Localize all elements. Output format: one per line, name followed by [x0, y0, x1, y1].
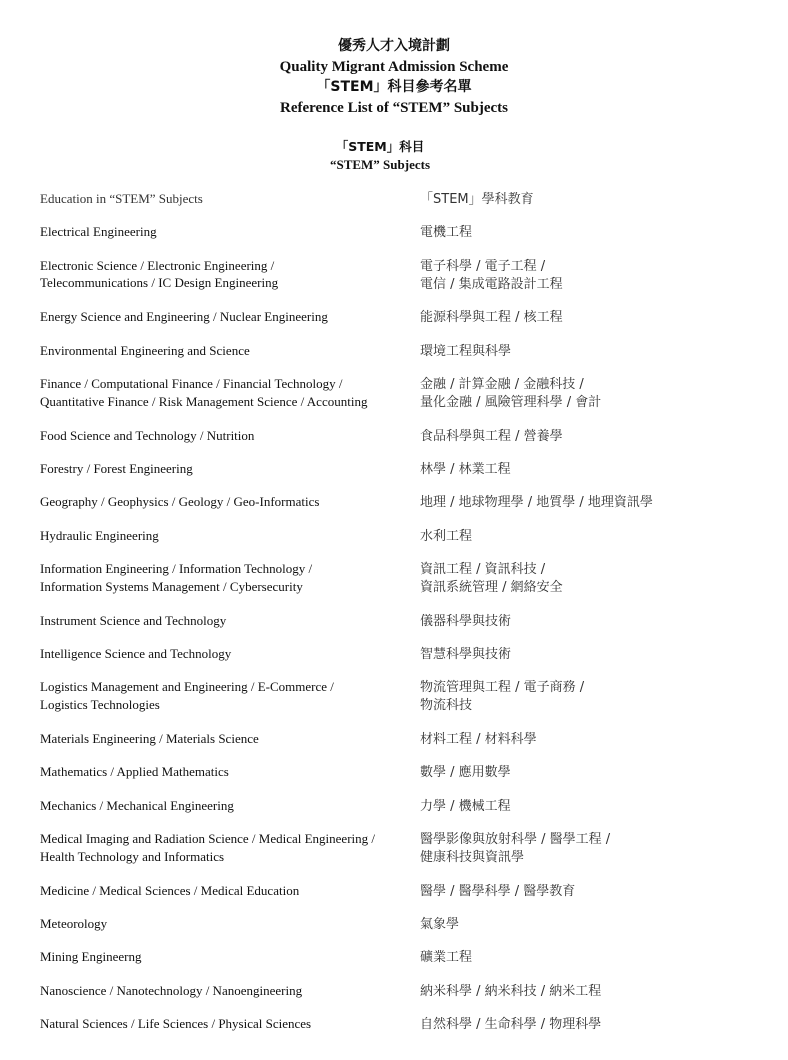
subject-name-zh — [420, 561, 780, 597]
subject-row — [40, 308, 780, 341]
document-header — [0, 36, 788, 118]
subject-line-en: Quantitative Finance / Risk Management Science / Accounting — [40, 393, 368, 409]
subject-row — [40, 645, 780, 678]
subject-name-zh — [420, 376, 780, 412]
subject-name-zh — [420, 528, 780, 546]
subtitle-en: Reference List of “STEM” Subjects — [279, 99, 509, 116]
subject-line-en: Electronic Science / Electronic Engineering / — [40, 257, 275, 273]
subject-line-en: Meteorology — [40, 915, 108, 931]
subject-name-zh — [420, 224, 780, 242]
subject-line-zh: 資訊系統管理 / 網絡安全 — [420, 580, 563, 596]
subject-name-zh — [420, 646, 780, 664]
subject-row — [40, 1015, 780, 1048]
subject-name-zh — [420, 916, 780, 934]
subject-row — [40, 678, 780, 730]
subject-row — [40, 948, 780, 981]
subject-line-en: Mechanics / Mechanical Engineering — [40, 797, 234, 813]
subject-line-en: Food Science and Technology / Nutrition — [40, 427, 255, 443]
subject-name-zh — [420, 798, 780, 816]
subject-name-en — [40, 560, 420, 595]
subject-name-en — [40, 342, 420, 360]
subject-line-en: Materials Engineering / Materials Science — [40, 730, 259, 746]
subject-name-en — [40, 915, 420, 933]
subject-row — [40, 375, 780, 427]
subject-name-en — [40, 645, 420, 663]
subject-name-zh — [420, 764, 780, 782]
subject-line-en: Geography / Geophysics / Geology / Geo-Informatics — [40, 494, 320, 510]
subject-name-zh — [420, 1016, 780, 1034]
subject-name-zh — [420, 883, 780, 901]
subject-line-en: Forestry / Forest Engineering — [40, 460, 193, 476]
subject-list — [40, 190, 780, 1049]
title-en: Quality Migrant Admission Scheme — [279, 58, 509, 75]
subject-line-zh: 物流管理與工程 / 電子商務 / — [420, 680, 585, 696]
subject-row — [40, 493, 780, 526]
subject-name-zh — [420, 191, 780, 209]
subject-line-en: Telecommunications / IC Design Engineering — [40, 275, 279, 291]
subject-name-en — [40, 460, 420, 478]
subject-line-en: Mathematics / Applied Mathematics — [40, 764, 229, 780]
subject-line-zh: 自然科學 / 生命科學 / 物理科學 — [420, 1017, 602, 1033]
subject-line-en: Nanoscience / Nanotechnology / Nanoengineering — [40, 982, 303, 998]
subject-name-zh — [420, 731, 780, 749]
subject-row — [40, 257, 780, 309]
subject-name-en — [40, 257, 420, 292]
subject-row — [40, 190, 780, 223]
subject-line-en: Logistics Management and Engineering / E-Commerce / — [40, 679, 334, 695]
subject-row — [40, 612, 780, 645]
subject-line-en: Environmental Engineering and Science — [40, 342, 250, 358]
subject-line-en: Medicine / Medical Sciences / Medical Education — [40, 882, 300, 898]
subject-line-en: Natural Sciences / Life Sciences / Physical Sciences — [40, 1016, 312, 1032]
subject-name-zh — [420, 428, 780, 446]
subject-line-en: Energy Science and Engineering / Nuclear Engineering — [40, 309, 328, 325]
subject-name-en — [40, 308, 420, 326]
subject-line-zh: 儀器科學與技術 — [420, 613, 512, 629]
subject-row — [40, 730, 780, 763]
subject-row — [40, 830, 780, 882]
subject-row — [40, 915, 780, 948]
subject-name-en — [40, 527, 420, 545]
subject-row — [40, 560, 780, 612]
subject-line-zh: 水利工程 — [420, 528, 473, 544]
subject-line-en: Logistics Technologies — [40, 696, 160, 712]
subject-name-en — [40, 763, 420, 781]
subject-name-en — [40, 948, 420, 966]
subject-name-zh — [420, 831, 780, 867]
subject-name-en — [40, 797, 420, 815]
subject-line-zh: 電機工程 — [420, 225, 473, 241]
subject-name-en — [40, 882, 420, 900]
subject-name-en — [40, 678, 420, 713]
subject-line-en: Medical Imaging and Radiation Science / Medical Engineering / — [40, 831, 376, 847]
subject-name-zh — [420, 679, 780, 715]
subject-line-zh: 材料工程 / 材料科學 — [420, 731, 537, 747]
subject-line-zh: 林學 / 林業工程 — [420, 461, 511, 477]
subject-line-en: Health Technology and Informatics — [40, 848, 225, 864]
subject-name-en — [40, 493, 420, 511]
subject-line-zh: 醫學影像與放射科學 / 醫學工程 / — [420, 832, 611, 848]
subject-line-zh: 量化金融 / 風險管理科學 / 會計 — [420, 395, 602, 411]
subject-line-en: Hydraulic Engineering — [40, 527, 159, 543]
subject-line-zh: 數學 / 應用數學 — [420, 765, 511, 781]
subject-row — [40, 882, 780, 915]
subject-name-en — [40, 982, 420, 1000]
subject-name-en — [40, 375, 420, 410]
subject-line-zh: 健康科技與資訊學 — [420, 850, 525, 866]
subject-line-en: Education in “STEM” Subjects — [40, 191, 203, 206]
subject-line-zh: 食品科學與工程 / 營養學 — [420, 428, 563, 444]
subject-row — [40, 342, 780, 375]
subject-row — [40, 763, 780, 796]
subject-line-zh: 物流科技 — [420, 698, 473, 714]
subject-name-en — [40, 830, 420, 865]
subject-line-zh: 納米科學 / 納米科技 / 納米工程 — [420, 983, 602, 999]
section-heading — [0, 138, 760, 174]
subject-line-zh: 醫學 / 醫學科學 / 醫學教育 — [420, 883, 576, 899]
subject-line-en: Information Engineering / Information Technology / — [40, 561, 313, 577]
subject-line-zh: 力學 / 機械工程 — [420, 798, 511, 814]
subject-row — [40, 797, 780, 830]
subject-line-zh: 環境工程與科學 — [420, 343, 512, 359]
subject-line-zh: 電信 / 集成電路設計工程 — [420, 276, 563, 292]
subject-row — [40, 223, 780, 256]
subject-line-zh: 能源科學與工程 / 核工程 — [420, 310, 563, 326]
subject-line-en: Finance / Computational Finance / Financial Technology / — [40, 376, 343, 392]
subject-row — [40, 460, 780, 493]
subject-line-en: Information Systems Management / Cybersecurity — [40, 578, 303, 594]
subject-name-zh — [420, 949, 780, 967]
subject-line-en: Intelligence Science and Technology — [40, 646, 232, 662]
subject-row — [40, 427, 780, 460]
subject-name-en — [40, 223, 420, 241]
subject-name-en — [40, 1015, 420, 1033]
subject-line-zh: 「STEM」學科教育 — [420, 192, 534, 207]
subject-name-zh — [420, 309, 780, 327]
subject-line-zh: 金融 / 計算金融 / 金融科技 / — [420, 377, 584, 393]
section-heading-en: “STEM” Subjects — [329, 157, 431, 172]
subject-name-zh — [420, 343, 780, 361]
subject-line-zh: 智慧科學與技術 — [420, 647, 512, 663]
subject-line-zh: 礦業工程 — [420, 950, 473, 966]
subject-name-zh — [420, 494, 780, 512]
subject-line-zh: 氣象學 — [420, 916, 460, 932]
subject-line-zh: 電子科學 / 電子工程 / — [420, 258, 546, 274]
subject-name-en — [40, 427, 420, 445]
subject-name-en — [40, 730, 420, 748]
subject-row — [40, 527, 780, 560]
subject-line-en: Electrical Engineering — [40, 224, 157, 240]
subject-name-en — [40, 612, 420, 630]
subject-line-zh: 地理 / 地球物理學 / 地質學 / 地理資訊學 — [420, 495, 653, 511]
subtitle-zh: 「STEM」科目參考名單 — [316, 79, 472, 95]
subject-line-zh: 資訊工程 / 資訊科技 / — [420, 562, 546, 578]
subject-name-zh — [420, 613, 780, 631]
subject-row — [40, 982, 780, 1015]
subject-name-en — [40, 190, 420, 208]
section-heading-zh: 「STEM」科目 — [335, 139, 425, 154]
subject-name-zh — [420, 461, 780, 479]
subject-line-en: Mining Engineerng — [40, 949, 142, 965]
subject-name-zh — [420, 983, 780, 1001]
subject-name-zh — [420, 258, 780, 294]
subject-line-en: Instrument Science and Technology — [40, 612, 227, 628]
title-zh: 優秀人才入境計劃 — [338, 38, 450, 54]
